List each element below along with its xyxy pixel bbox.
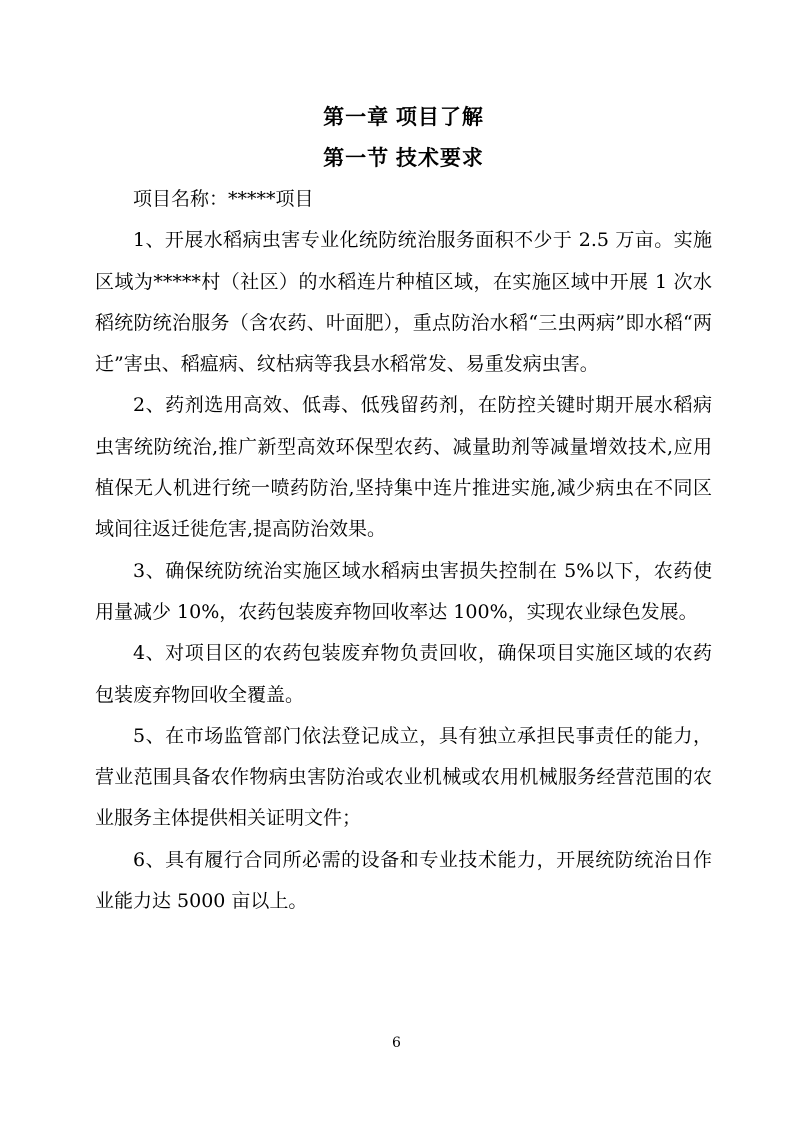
document-content xyxy=(95,97,712,922)
paragraph-item-6: 6、具有履行合同所必需的设备和专业技术能力，开展统防统治日作业能力达 5000 亩以上。 xyxy=(95,848,712,913)
chapter-title: 第一章 项目了解 xyxy=(323,106,484,129)
section-title: 第一节 技术要求 xyxy=(323,147,484,170)
paragraph-item-4: 4、对项目区的农药包装废弃物负责回收，确保项目实施区域的农药包装废弃物回收全覆盖。 xyxy=(95,642,712,706)
paragraph-item-2: 2、药剂选用高效、低毒、低残留药剂，在防控关键时期开展水稻病虫害统防统治,推广新型高效环保型农药、减量助剂等减量增效技术,应用植保无人机进行统一喷药防治,坚持集中连片推进实施,减少病虫在不同区域间往返迁徙危害,提高防治效果。 xyxy=(95,394,712,541)
paragraph-item-3: 3、确保统防统治实施区域水稻病虫害损失控制在 5%以下，农药使用量减少 10%，农药包装废弃物回收率达 100%，实现农业绿色发展。 xyxy=(95,559,712,623)
paragraph-item-5: 5、在市场监管部门依法登记成立，具有独立承担民事责任的能力，营业范围具备农作物病虫害防治或农业机械或农用机械服务经营范围的农业服务主体提供相关证明文件； xyxy=(95,724,712,830)
paragraph-project-name: 项目名称：*****项目 xyxy=(133,188,314,210)
body-text xyxy=(95,179,712,922)
page-number: 6 xyxy=(392,1035,401,1051)
paragraph-item-1: 1、开展水稻病虫害专业化统防统治服务面积不少于 2.5 万亩。实施区域为*****村（社区）的水稻连片种植区域，在实施区域中开展 1 次水稻统防统治服务（含农药、叶面肥），重点防治水稻“三虫两病”即水稻“两迁”害虫、稻瘟病、纹枯病等我县水稻常发、易重发病虫害。 xyxy=(95,229,712,376)
